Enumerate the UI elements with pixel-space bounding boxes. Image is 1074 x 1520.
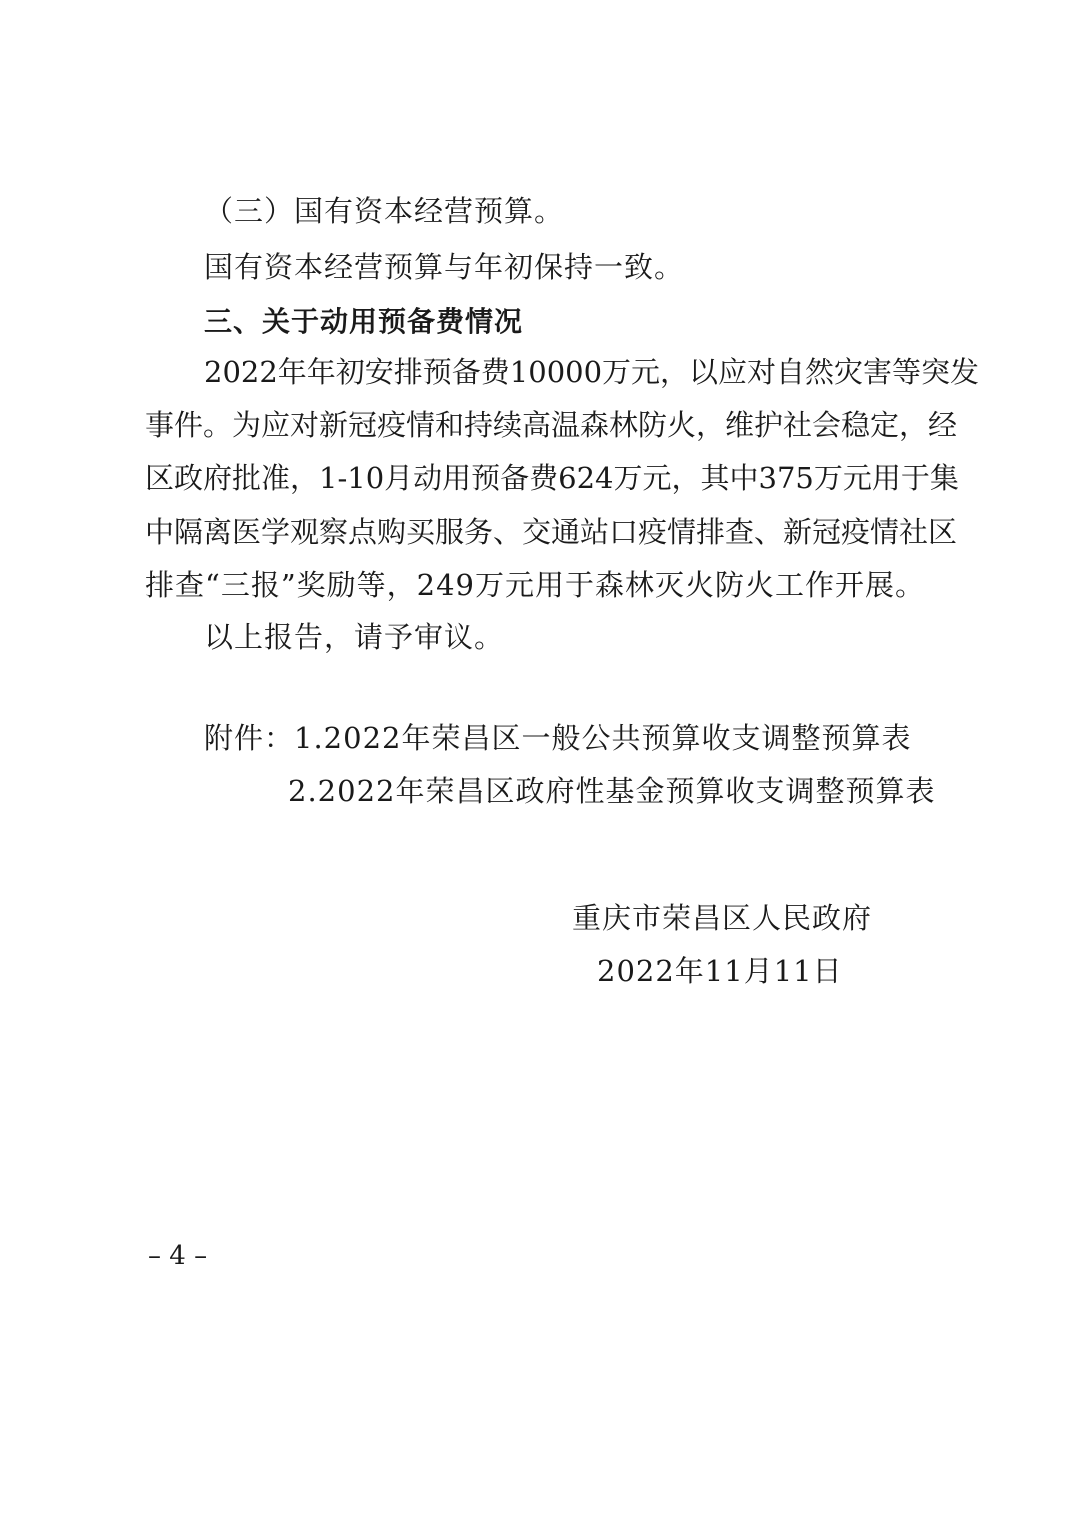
attachment-item-1: 附件：1.2022年荣昌区一般公共预算收支调整预算表 bbox=[204, 721, 912, 755]
signature-date: 2022年11月11日 bbox=[597, 954, 843, 988]
paragraph-line-1: 2022年年初安排预备费10000万元，以应对自然灾害等突发 bbox=[204, 355, 980, 389]
signature-organization: 重庆市荣昌区人民政府 bbox=[572, 901, 873, 935]
paragraph-line-3: 区政府批准，1-10月动用预备费624万元，其中375万元用于集 bbox=[145, 461, 959, 495]
heading-reserve-fund-usage: 三、关于动用预备费情况 bbox=[204, 305, 524, 338]
section-body-state-capital-budget: 国有资本经营预算与年初保持一致。 bbox=[204, 250, 685, 284]
page-number: – 4 – bbox=[148, 1241, 208, 1271]
section-title-state-capital-budget: （三）国有资本经营预算。 bbox=[204, 194, 565, 228]
paragraph-line-4: 中隔离医学观察点购买服务、交通站口疫情排查、新冠疫情社区 bbox=[145, 515, 958, 549]
paragraph-line-5: 排查“三报”奖励等，249万元用于森林灭火防火工作开展。 bbox=[145, 568, 926, 602]
closing-remark: 以上报告，请予审议。 bbox=[204, 620, 505, 654]
attachment-item-2: 2.2022年荣昌区政府性基金预算收支调整预算表 bbox=[288, 774, 936, 808]
paragraph-line-2: 事件。为应对新冠疫情和持续高温森林防火，维护社会稳定，经 bbox=[145, 408, 958, 442]
